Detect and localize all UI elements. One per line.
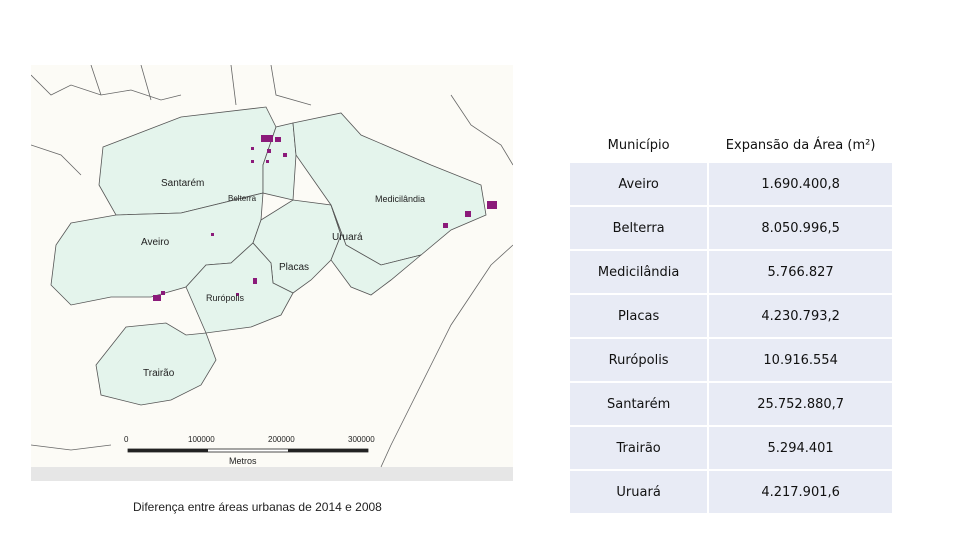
label-medicilandia: Medicilândia xyxy=(375,194,426,204)
label-ruropolis: Rurópolis xyxy=(206,293,245,303)
scale-tick-2: 200000 xyxy=(268,435,295,444)
row-value: 1.690.400,8 xyxy=(707,161,892,205)
row-municipality: Rurópolis xyxy=(570,337,707,381)
scale-unit: Metros xyxy=(229,456,257,466)
table-row xyxy=(570,205,892,249)
table-row xyxy=(570,161,892,205)
table-row xyxy=(570,249,892,293)
table-header-row xyxy=(570,95,892,161)
table-row xyxy=(570,381,892,425)
table-row xyxy=(570,425,892,469)
study-area-map xyxy=(31,65,513,481)
row-value: 8.050.996,5 xyxy=(707,205,892,249)
scale-tick-1: 100000 xyxy=(188,435,215,444)
expansion-table xyxy=(570,95,892,513)
header-expansion-label: Expansão da Área xyxy=(725,138,844,153)
label-trairao: Trairão xyxy=(143,368,175,379)
label-santarem: Santarém xyxy=(161,178,205,189)
row-value: 25.752.880,7 xyxy=(707,381,892,425)
header-municipality: Município xyxy=(570,95,707,161)
label-aveiro: Aveiro xyxy=(141,237,170,248)
row-municipality: Aveiro xyxy=(570,161,707,205)
map-caption: Diferença entre áreas urbanas de 2014 e 2008 xyxy=(133,500,382,514)
header-expansion xyxy=(707,95,892,161)
row-municipality: Medicilândia xyxy=(570,249,707,293)
scale-tick-3: 300000 xyxy=(348,435,375,444)
row-municipality: Uruará xyxy=(570,469,707,513)
row-value: 5.294.401 xyxy=(707,425,892,469)
scale-tick-0: 0 xyxy=(124,435,129,444)
row-municipality: Santarém xyxy=(570,381,707,425)
table-row xyxy=(570,469,892,513)
label-belterra: Belterra xyxy=(228,194,257,203)
row-municipality: Placas xyxy=(570,293,707,337)
row-value: 4.217.901,6 xyxy=(707,469,892,513)
label-uruara: Uruará xyxy=(332,232,363,243)
row-value: 4.230.793,2 xyxy=(707,293,892,337)
table-row xyxy=(570,337,892,381)
row-municipality: Belterra xyxy=(570,205,707,249)
header-unit: (m²) xyxy=(847,138,876,153)
row-value: 5.766.827 xyxy=(707,249,892,293)
table-row xyxy=(570,293,892,337)
row-municipality: Trairão xyxy=(570,425,707,469)
label-placas: Placas xyxy=(279,262,310,273)
row-value: 10.916.554 xyxy=(707,337,892,381)
